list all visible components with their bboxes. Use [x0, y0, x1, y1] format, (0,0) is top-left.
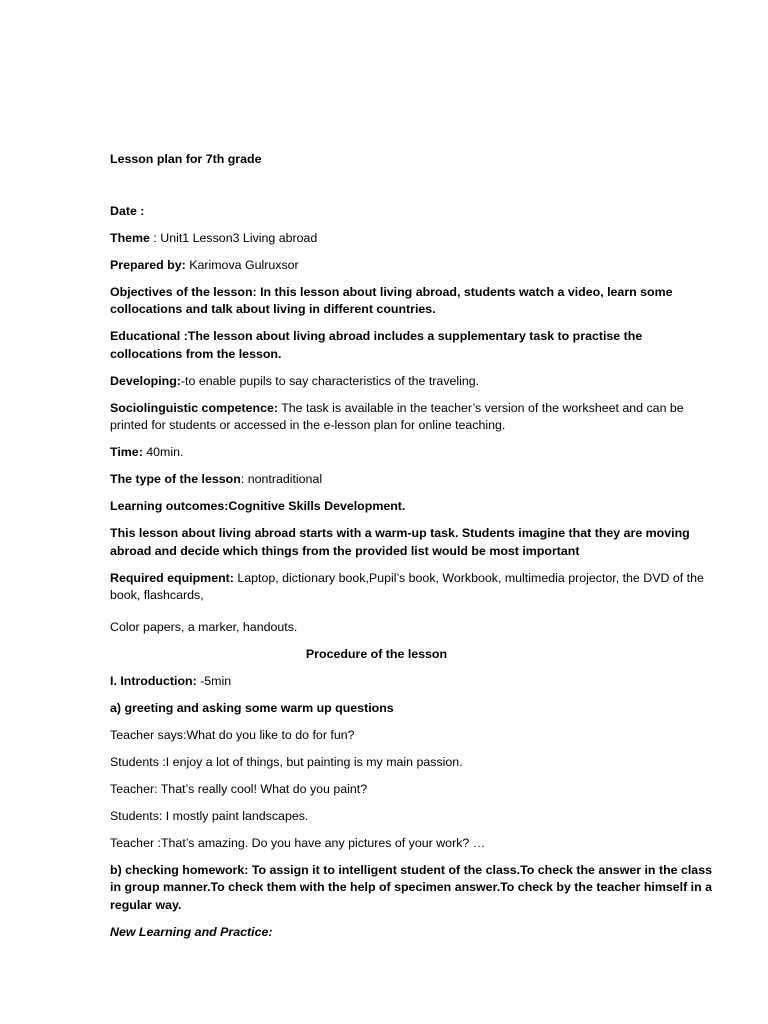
- date-line: Date :: [110, 203, 145, 218]
- prepared-by-line: [110, 257, 715, 275]
- developing-value: -to enable pupils to say characteristics of the traveling.: [180, 373, 480, 388]
- dialogue-line: Teacher: That’s really cool! What do you paint?: [110, 781, 368, 796]
- lesson-type-line: [110, 471, 715, 489]
- lesson-type-value: : nontraditional: [240, 472, 323, 486]
- introduction-label: I. Introduction:: [110, 673, 197, 688]
- document-body: [110, 151, 715, 951]
- learning-outcomes-line: Learning outcomes:Cognitive Skills Development.: [110, 499, 406, 513]
- time-value: 40min.: [142, 445, 184, 459]
- sociolinguistic-paragraph: [110, 400, 715, 435]
- time-label: Time:: [110, 445, 143, 459]
- equipment-label: Required equipment:: [110, 570, 234, 585]
- theme-label: Theme: [110, 230, 150, 245]
- objectives-paragraph: Objectives of the lesson: In this lesson about living abroad, students watch a video, learn some collocations and talk about living in different countries.: [110, 284, 673, 316]
- introduction-line: [110, 673, 715, 691]
- dialogue-line: Students :I enjoy a lot of things, but painting is my main passion.: [110, 754, 463, 769]
- warmup-paragraph: This lesson about living abroad starts with a warm-up task. Students imagine that they are moving abroad and decide which things from the provided list would be most important: [110, 526, 690, 558]
- theme-line: [110, 230, 715, 248]
- new-learning-heading: New Learning and Practice:: [110, 924, 273, 939]
- dialogue-line: Teacher :That’s amazing. Do you have any pictures of your work? …: [110, 835, 486, 850]
- prepared-by-value: Karimova Gulruxsor: [185, 257, 299, 272]
- dialogue-line: Teacher says:What do you like to do for fun?: [110, 727, 355, 742]
- lesson-type-label: The type of the lesson: [110, 472, 241, 486]
- prepared-by-label: Prepared by:: [110, 257, 186, 272]
- equipment-paragraph: [110, 570, 715, 605]
- homework-paragraph: b) checking homework: To assign it to intelligent student of the class.To check the answer in the class in group manner.To check them with the help of specimen answer.To check by the teacher himself in a regular way.: [110, 862, 713, 912]
- sociolinguistic-label: Sociolinguistic competence:: [110, 400, 278, 415]
- dialogue-line: Students: I mostly paint landscapes.: [110, 808, 309, 823]
- procedure-heading: Procedure of the lesson: [305, 646, 448, 661]
- sociolinguistic-value: The task is available in the teacher’s version of the worksheet and can be printed for students or accessed in the e-lesson plan for online teaching.: [110, 400, 684, 432]
- equipment-value: Laptop, dictionary book,Pupil’s book, Workbook, multimedia projector, the DVD of the book, flashcards,: [110, 570, 704, 602]
- developing-label: Developing:: [110, 373, 181, 388]
- introduction-value: -5min: [196, 673, 232, 688]
- document-title: Lesson plan for 7th grade: [110, 152, 262, 166]
- theme-value: : Unit1 Lesson3 Living abroad: [149, 230, 318, 245]
- time-line: [110, 444, 715, 462]
- greeting-line: a) greeting and asking some warm up questions: [110, 700, 394, 715]
- developing-line: [110, 373, 715, 391]
- educational-paragraph: Educational :The lesson about living abroad includes a supplementary task to practise the collocations from the lesson.: [110, 329, 643, 361]
- equipment-extra-line: Color papers, a marker, handouts.: [110, 619, 298, 634]
